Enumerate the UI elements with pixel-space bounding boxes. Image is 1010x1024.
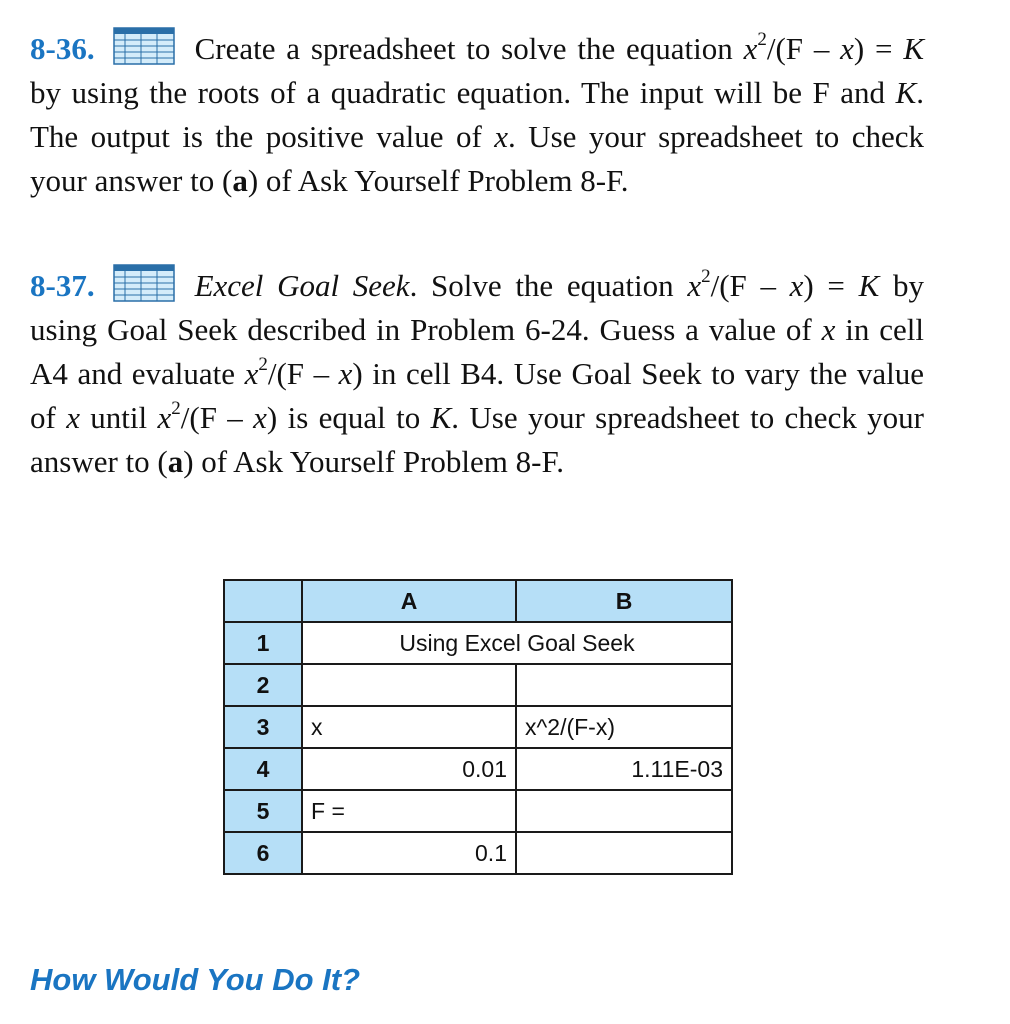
row-header: 6 — [224, 832, 302, 874]
text: . Use your spreadsheet to check your answer to ( — [30, 400, 924, 479]
text: . Solve the equation — [409, 268, 688, 303]
cell-b3: x^2/(F-x) — [516, 706, 732, 748]
text: by using Goal Seek described in Problem 6-24. Guess a value of — [30, 268, 925, 347]
spreadsheet-icon — [113, 264, 175, 302]
var-k: K — [430, 400, 452, 435]
table-row — [224, 622, 732, 664]
cell-b4: 1.11E-03 — [516, 748, 732, 790]
spreadsheet-table — [223, 579, 733, 875]
text: in cell A4 and evaluate — [30, 312, 924, 391]
var-x: x — [157, 400, 172, 435]
table-row — [224, 706, 732, 748]
column-header-a: A — [302, 580, 516, 622]
problem-8-36 — [30, 27, 924, 203]
text: Create a spreadsheet to solve the equation — [194, 31, 744, 66]
problem-8-37 — [30, 264, 924, 484]
row-header: 1 — [224, 622, 302, 664]
column-header-b: B — [516, 580, 732, 622]
var-x: x — [244, 356, 259, 391]
var-k: K — [895, 75, 917, 110]
cell-b6 — [516, 832, 732, 874]
text: /(F – — [267, 356, 339, 391]
row-header: 2 — [224, 664, 302, 706]
text: ) of Ask Yourself Problem 8-F. — [183, 444, 564, 479]
row-header: 5 — [224, 790, 302, 832]
table-row — [224, 832, 732, 874]
text: . Use your spreadsheet to check your answer to ( — [30, 119, 924, 198]
cell-a5: F = — [302, 790, 516, 832]
cell-b2 — [516, 664, 732, 706]
cell-a3: x — [302, 706, 516, 748]
part-a: a — [232, 163, 248, 198]
spreadsheet-icon — [113, 27, 175, 65]
var-x: x — [338, 356, 353, 391]
var-x: x — [687, 268, 702, 303]
cell-b5 — [516, 790, 732, 832]
var-x: x — [789, 268, 804, 303]
section-heading: How Would You Do It? — [30, 962, 361, 997]
superscript: 2 — [701, 266, 711, 287]
superscript: 2 — [258, 354, 268, 375]
cell-a2 — [302, 664, 516, 706]
text: ) = — [853, 31, 904, 66]
merged-title-cell: Using Excel Goal Seek — [302, 622, 732, 664]
var-x: x — [840, 31, 854, 66]
cell-a6: 0.1 — [302, 832, 516, 874]
row-header: 3 — [224, 706, 302, 748]
corner-cell — [224, 580, 302, 622]
text: /(F – — [766, 31, 841, 66]
problem-number: 8-37. — [30, 268, 95, 303]
text: . The output is the positive value of — [30, 75, 924, 154]
text: ) is equal to — [266, 400, 431, 435]
table-row — [224, 664, 732, 706]
text: ) of Ask Yourself Problem 8-F. — [247, 163, 629, 198]
text: /(F – — [180, 400, 254, 435]
var-x: x — [821, 312, 836, 347]
var-x: x — [494, 119, 508, 154]
text: ) in cell B4. Use Goal Seek to vary the value of — [30, 356, 924, 435]
var-x: x — [253, 400, 267, 435]
problem-title: Excel Goal Seek — [194, 268, 410, 303]
text: /(F – — [710, 268, 790, 303]
part-a: a — [167, 444, 184, 479]
table-row — [224, 790, 732, 832]
var-x: x — [743, 31, 758, 66]
var-k: K — [903, 31, 924, 66]
superscript: 2 — [757, 29, 767, 50]
superscript: 2 — [171, 398, 181, 419]
column-header-row — [224, 580, 732, 622]
cell-a4: 0.01 — [302, 748, 516, 790]
text: ) = — [803, 268, 859, 303]
var-k: K — [858, 268, 880, 303]
text: by using the roots of a quadratic equation. The input will be F and — [30, 75, 896, 110]
table-row — [224, 748, 732, 790]
var-x: x — [66, 400, 80, 435]
text: until — [79, 400, 158, 435]
row-header: 4 — [224, 748, 302, 790]
problem-number: 8-36. — [30, 31, 95, 66]
